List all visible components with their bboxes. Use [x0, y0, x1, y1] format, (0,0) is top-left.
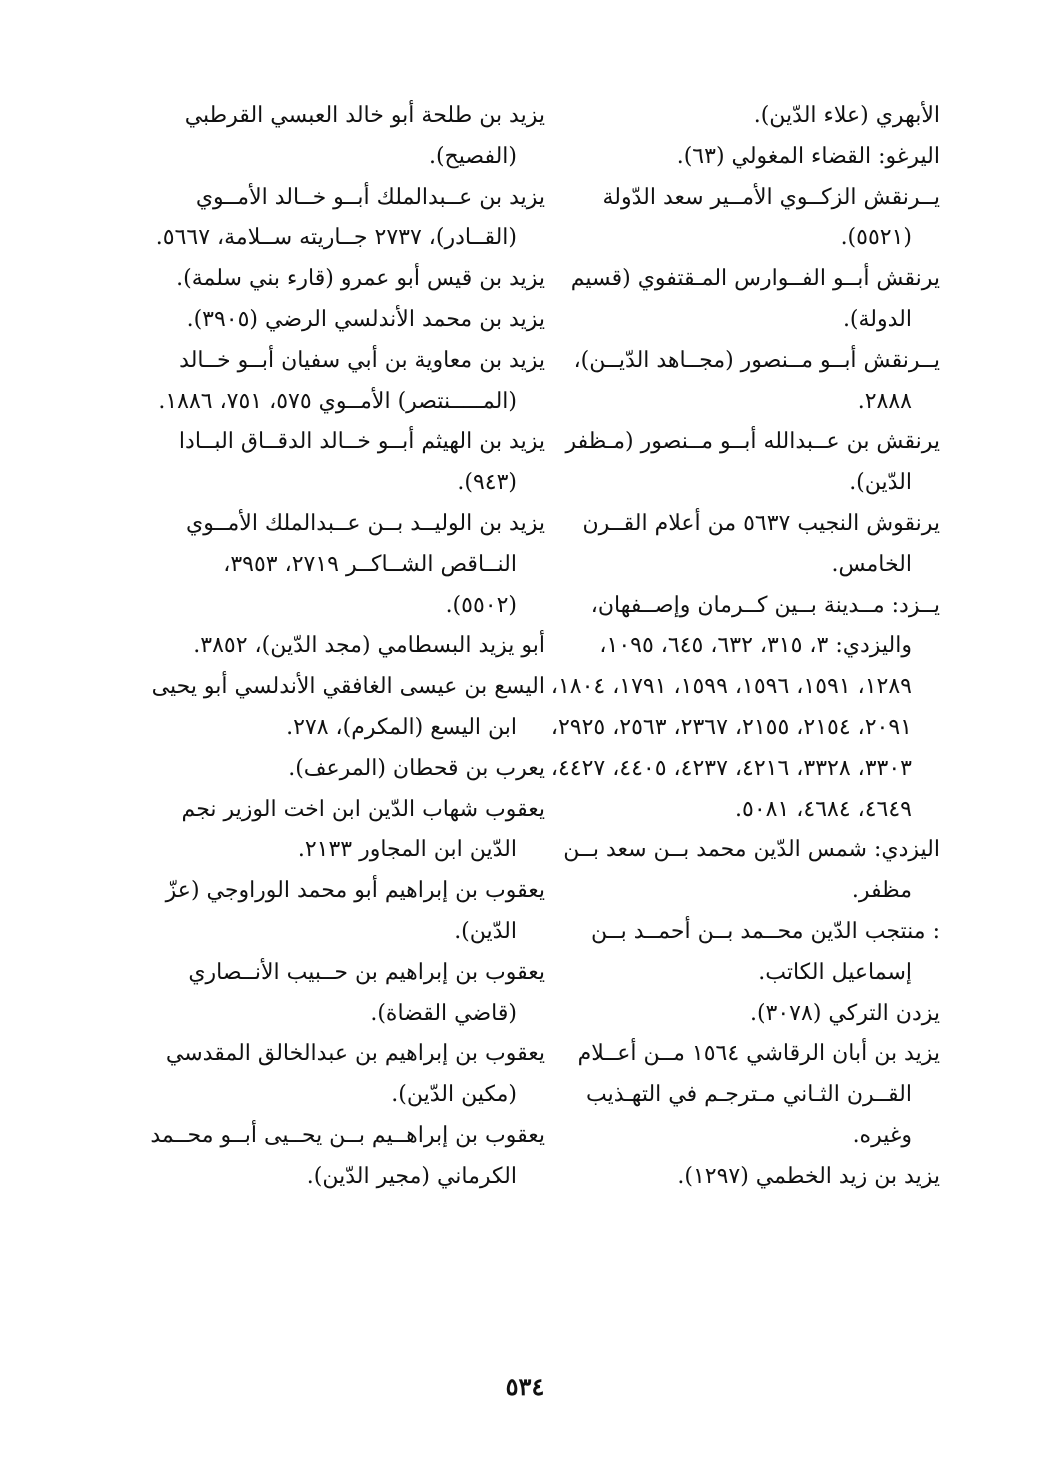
index-entry: : منتجب الدّين محــمد بــن أحمــد بــن إسماعيل الكاتب.	[590, 918, 940, 985]
index-entry: اليزدي: شمس الدّين محمد بــن سعد بــن مظفر.	[563, 837, 940, 904]
index-entry: يزيد بن أبان الرقاشي ١٥٦٤ مــن أعــلام القــرن الثـاني مـترجـم في التهـذيب وغيره.	[577, 1041, 940, 1148]
index-entry: يزيد بن الهيثم أبــو خــالد الدقــاق البــادا (٩٤٣).	[178, 429, 545, 496]
index-entry: يرنقش أبــو الفــوارس المـقتفوي (قسيم الدولة).	[570, 266, 940, 332]
index-entry: يعرب بن قحطان (المرعف).	[288, 755, 545, 781]
index-entry: يعقوب بن إبراهيم بن عبدالخالق المقدسي (مكين الدّين).	[165, 1041, 545, 1108]
index-entry: الأبهري (علاء الدّين).	[753, 103, 940, 128]
index-column-left	[150, 96, 545, 1198]
index-entry: يــرنقش أبــو مــنصور (مجــاهد الدّيــن)، ٢٨٨٨.	[573, 347, 940, 414]
index-entry: يزيد بن زيد الخطمي (١٢٩٧).	[677, 1163, 940, 1189]
index-entry: اليرغو: القضاء المغولي (٦٣).	[676, 143, 940, 169]
index-entry: يزيد بن محمد الأندلسي الرضي (٣٩٠٥).	[186, 306, 545, 332]
index-entry: يزيد بن معاوية بن أبي سفيان أبــو خــالد (المـــــنتصر) الأمــوي ٥٧٥، ٧٥١، ١٨٨٦.	[158, 347, 545, 414]
index-entry: يزيد بن طلحة أبو خالد العبسي القرطبي (الفصيح).	[184, 103, 545, 169]
index-entry: يزيد بن الوليــد بــن عــبدالملك الأمــوي النــاقص الشــاكــر ٢٧١٩، ٣٩٥٣، (٥٥٠٢).	[186, 510, 545, 618]
page-number: ٥٣٤	[505, 1372, 545, 1401]
index-entry: يعقوب بن إبراهيم أبو محمد الوراوجي (عزّ الدّين).	[165, 878, 545, 944]
index-entry: أبو يزيد البسطامي (مجد الدّين)، ٣٨٥٢.	[193, 633, 545, 659]
index-column-right	[545, 96, 940, 1198]
index-entry: يــزد: مــدينة بــين كــرمان وإصــفهان، واليزدي: ٣، ٣١٥، ٦٣٢، ٦٤٥، ١٠٩٥، ١٢٨٩، ١٥٩١، ١٥٩٦، ١٥٩٩، ١٧٩١، ١٨٠٤، ٢٠٩١، ٢١٥٤، ٢١٥٥، ٢٣٦٧، ٢٥٦٣، ٢٩٢٥، ٣٣٠٣، ٣٣٢٨، ٤٢١٦، ٤٢٣٧، ٤٤٠٥، ٤٤٢٧، ٤٦٤٩، ٤٦٨٤، ٥٠٨١.	[550, 592, 940, 822]
index-entry: يعقوب بن إبراهيم بن حــبيب الأنــصاري (قاضي القضاة).	[188, 959, 545, 1026]
index-entry: يزيد بن قيس أبو عمرو (قارء بني سلمة).	[176, 266, 545, 292]
index-entry: يزيد بن عــبدالملك أبــو خــالد الأمــوي (القــادر)، ٢٧٣٧ جــاريته ســلامة، ٥٦٦٧.	[155, 184, 545, 251]
index-entry: يرنقش بن عــبدالله أبــو مــنصور (مـظفر الدّين).	[565, 429, 940, 496]
index-entry: يــرنقش الزكــوي الأمــير سعد الدّولة (٥٥٢١).	[602, 184, 940, 251]
index-entry: اليسع بن عيسى الغافقي الأندلسي أبو يحيى ابن اليسع (المكرم)، ٢٧٨.	[151, 674, 545, 740]
index-entry: يعقوب بن إبراهــيم بــن يحــيى أبــو محــمد الكرماني (مجير الدّين).	[150, 1122, 545, 1189]
index-entry: يزدن التركي (٣٠٧٨).	[749, 1000, 940, 1026]
index-entry: يعقوب شهاب الدّين ابن اخت الوزير نجم الدّين ابن المجاور ٢١٣٣.	[181, 796, 545, 863]
index-entry: يرنقوش النجيب ٥٦٣٧ من أعلام القــرن الخامس.	[582, 510, 940, 577]
